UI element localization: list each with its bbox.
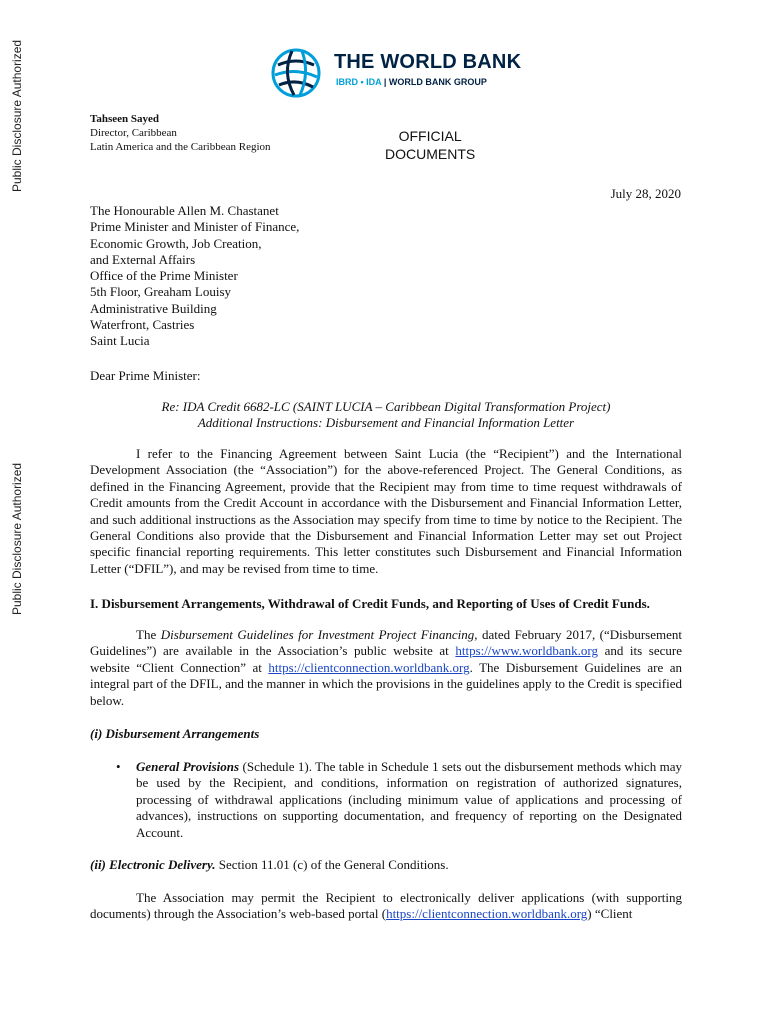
sender-block <box>90 112 271 154</box>
text-run: and its secure website “Client Connection” at <box>90 643 682 675</box>
public-disclosure-label-top: Public Disclosure Authorized <box>10 39 24 192</box>
intro-paragraph: I refer to the Financing Agreement between Saint Lucia (the “Recipient”) and the International Development Association (the “Association”) for the above-referenced Project. The General Conditions, as defined in the Financing Agreement, provide that the Recipient may from time to time request withdrawals of Credit amounts from the Credit Account in accordance with the Disbursement and Financial Information Letter, and such additional instructions as the Association may specify from time to time by notice to the Recipient. The General Conditions also provide that the Disbursement and Financial Information Letter may set out Project specific financial reporting requirements. This letter constitutes such Disbursement and Financial Information Letter (“DFIL”), and may be revised from time to time. <box>90 446 682 576</box>
text-run: ) “Client <box>587 906 633 922</box>
subsection-ii-text: Section 11.01 (c) of the General Conditions. <box>215 857 449 872</box>
logo-wordmark: THE WORLD BANK <box>334 51 522 73</box>
subject-line-2: Additional Instructions: Disbursement and Financial Information Letter <box>197 415 575 430</box>
logo-group: WORLD BANK GROUP <box>388 77 487 87</box>
worldbank-link[interactable]: https://www.worldbank.org <box>455 643 598 659</box>
official-documents-stamp <box>385 127 475 163</box>
section-1-heading: I. Disbursement Arrangements, Withdrawal of Credit Funds, and Reporting of Uses of Credit Funds. <box>90 596 650 611</box>
public-disclosure-label-middle: Public Disclosure Authorized <box>10 462 24 615</box>
guidelines-title: Disbursement Guidelines for Investment Project Financing, <box>160 627 478 642</box>
sender-region: Latin America and the Caribbean Region <box>90 141 271 153</box>
address-line: Saint Lucia <box>90 333 150 349</box>
letter-date: July 28, 2020 <box>610 186 681 201</box>
address-line: Office of the Prime Minister <box>90 268 238 284</box>
stamp-line-2: DOCUMENTS <box>385 146 476 162</box>
general-provisions-item <box>136 759 682 841</box>
client-connection-link-2[interactable]: https://clientconnection.worldbank.org <box>386 906 588 922</box>
salutation: Dear Prime Minister: <box>90 368 201 383</box>
sender-title: Director, Caribbean <box>90 127 177 139</box>
globe-icon <box>270 47 322 99</box>
address-line: 5th Floor, Greaham Louisy <box>90 284 232 300</box>
logo-subtitle <box>336 77 487 87</box>
bullet-text: (Schedule 1). The table in Schedule 1 sets out the disbursement methods which may be used by the Recipient, and conditions, information on registration of authorized signatures, processing of withdrawal applications (including minimum value of applications and processing of advances), instructions on supporting documentation, and frequency of reporting on the Designated Account. <box>136 759 682 840</box>
logo-divider: | <box>383 77 389 87</box>
text-run: dated February 2017, (“Disbursement Guidelines”) are available in the Association’s public website at <box>90 627 682 659</box>
subsection-ii-label-text: (ii) Electronic Delivery. <box>90 857 216 872</box>
client-connection-link[interactable]: https://clientconnection.worldbank.org <box>268 659 470 675</box>
address-line: and External Affairs <box>90 251 196 267</box>
logo-ibrd-ida: IBRD • IDA <box>336 77 382 87</box>
subject-line-1: Re: IDA Credit 6682-LC (SAINT LUCIA – Caribbean Digital Transformation Project) <box>161 399 611 414</box>
address-line: The Honourable Allen M. Chastanet <box>90 203 279 218</box>
guidelines-paragraph <box>90 627 682 709</box>
subject-line <box>90 399 682 431</box>
subsection-i-text: (i) Disbursement Arrangements <box>90 726 260 741</box>
recipient-address <box>90 203 299 350</box>
address-line: Prime Minister and Minister of Finance, <box>90 219 300 235</box>
address-line: Waterfront, Castries <box>90 317 195 333</box>
world-bank-logo <box>270 47 522 97</box>
subsection-ii-heading <box>90 857 449 873</box>
subsection-i-heading <box>90 726 259 742</box>
stamp-line-1: OFFICIAL <box>398 128 462 144</box>
bullet-lead: General Provisions <box>136 759 240 774</box>
address-line: Economic Growth, Job Creation, <box>90 235 262 251</box>
text-run: The Association may permit the Recipient to electronically deliver applications (with supporting documents) through the Association’s web-based portal ( <box>90 890 682 922</box>
text-run: The <box>136 627 161 642</box>
address-line: Administrative Building <box>90 300 217 316</box>
sender-name: Tahseen Sayed <box>90 113 159 125</box>
bullet-icon: • <box>116 759 121 774</box>
text-run: . The Disbursement Guidelines are an integral part of the DFIL, and the manner in which the provisions in the guidelines apply to the Credit is specified below. <box>90 659 683 708</box>
electronic-delivery-paragraph <box>90 890 682 923</box>
subsection-ii-label <box>90 857 216 872</box>
